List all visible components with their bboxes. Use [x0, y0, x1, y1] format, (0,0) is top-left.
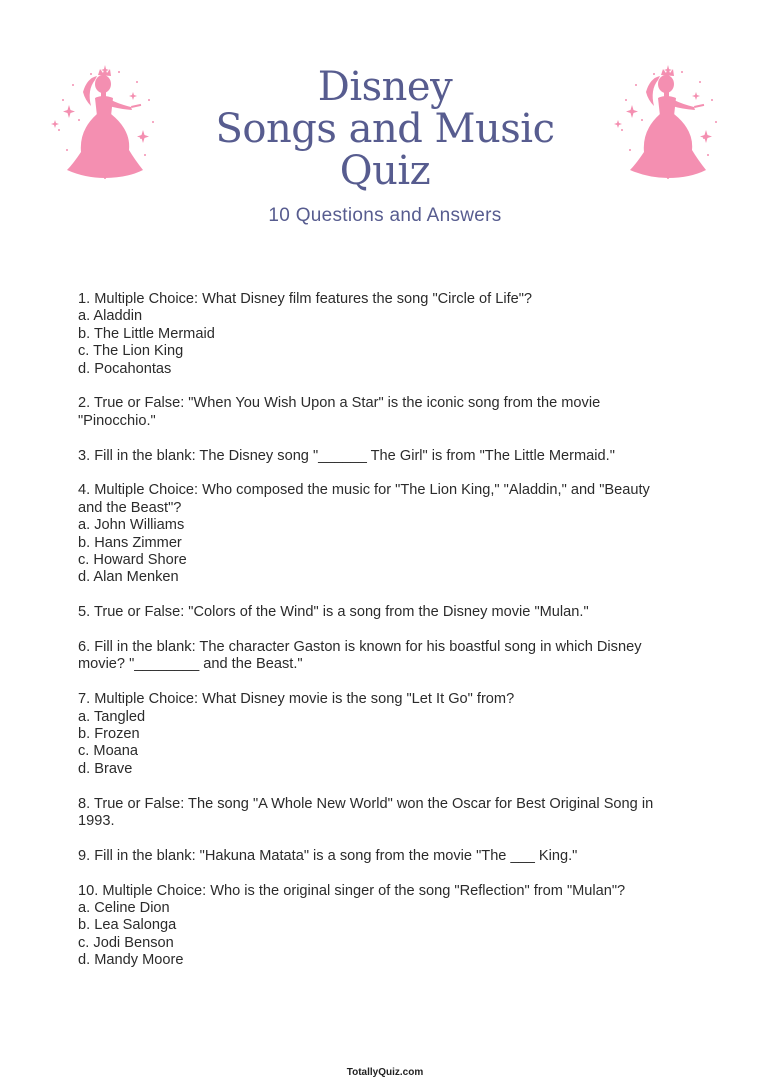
question-text: 2. True or False: "When You Wish Upon a Star" is the iconic song from the movie "Pinocchio." — [78, 395, 601, 429]
answer-option: b. The Little Mermaid — [78, 325, 215, 342]
question-text: 6. Fill in the blank: The character Gaston is known for his boastful song in which Disney movie? "________ and the Beast." — [78, 639, 642, 673]
answer-option: a. John Williams — [78, 517, 185, 534]
footer-site-name: TotallyQuiz.com — [346, 1067, 424, 1078]
answer-option: c. Howard Shore — [78, 552, 187, 569]
question-text: 10. Multiple Choice: Who is the original singer of the song "Reflection" from "Mulan"? — [78, 882, 626, 899]
answer-option: d. Pocahontas — [78, 360, 172, 377]
answer-option: c. Moana — [78, 743, 139, 760]
question-item — [78, 639, 698, 674]
answer-option: a. Celine Dion — [78, 900, 170, 917]
answer-option: b. Hans Zimmer — [78, 534, 182, 551]
answer-option: c. Jodi Benson — [78, 934, 174, 951]
question-item — [78, 395, 698, 430]
question-text: 9. Fill in the blank: "Hakuna Matata" is a song from the movie "The ___ King." — [78, 847, 578, 864]
answer-option: d. Brave — [78, 760, 133, 777]
question-item — [78, 883, 698, 970]
question-text: 4. Multiple Choice: Who composed the music for "The Lion King," "Aladdin," and "Beauty and the Beast"? — [78, 482, 650, 516]
title-line: Quiz — [339, 148, 431, 194]
question-item — [78, 848, 698, 865]
answer-option: b. Lea Salonga — [78, 917, 177, 934]
question-text: 3. Fill in the blank: The Disney song "______ The Girl" is from "The Little Mermaid." — [78, 447, 615, 464]
answer-option: c. The Lion King — [78, 343, 184, 360]
page-title — [0, 66, 770, 192]
title-line: Disney — [317, 64, 453, 110]
question-item — [78, 448, 698, 465]
question-item — [78, 291, 698, 378]
answer-option: b. Frozen — [78, 726, 140, 743]
question-text: 8. True or False: The song "A Whole New World" won the Oscar for Best Original Song in 1993. — [78, 795, 654, 830]
title-line: Songs and Music — [215, 106, 555, 152]
question-item — [78, 604, 698, 621]
page-subtitle: 10 Questions and Answers — [268, 205, 502, 226]
question-text: 7. Multiple Choice: What Disney movie is the song "Let It Go" from? — [78, 691, 515, 708]
question-item — [78, 482, 698, 586]
answer-option: d. Mandy Moore — [78, 952, 184, 969]
question-item — [78, 691, 698, 778]
answer-option: a. Aladdin — [78, 308, 143, 325]
answer-option: a. Tangled — [78, 708, 146, 725]
question-item — [78, 796, 698, 831]
answer-option: d. Alan Menken — [78, 569, 179, 586]
question-text: 1. Multiple Choice: What Disney film features the song "Circle of Life"? — [78, 291, 533, 307]
question-text: 5. True or False: "Colors of the Wind" is a song from the Disney movie "Mulan." — [78, 604, 589, 621]
question-list — [78, 291, 698, 987]
